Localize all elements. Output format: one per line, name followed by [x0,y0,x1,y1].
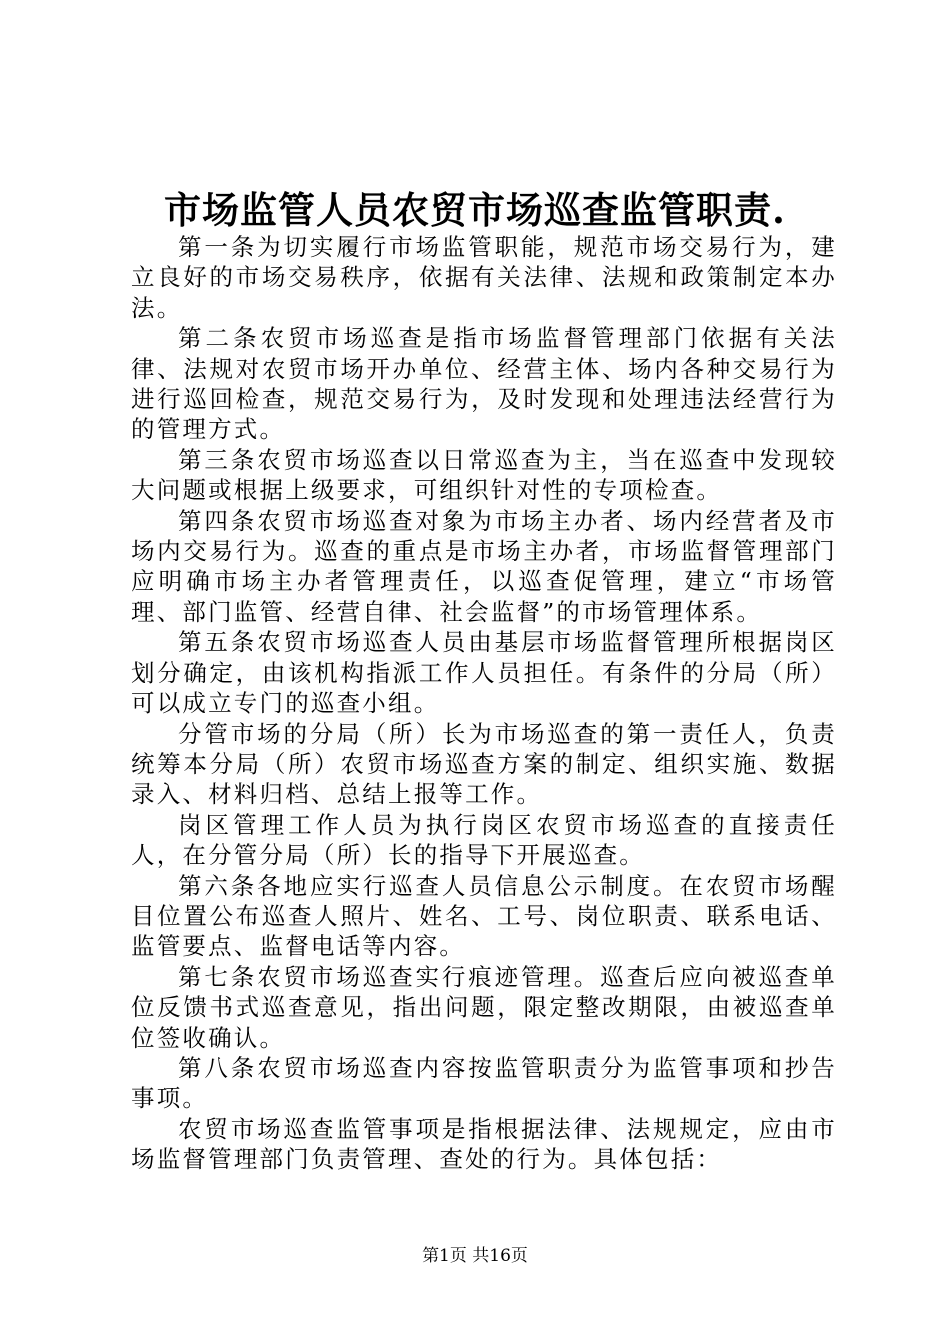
paragraph: 第一条为切实履行市场监管职能，规范市场交易行为，建立良好的市场交易秩序，依据有关法律、法规和政策制定本办法。 [131,233,837,322]
document-body [131,232,837,1175]
paragraph: 第三条农贸市场巡查以日常巡查为主，当在巡查中发现较大问题或根据上级要求，可组织针对性的专项检查。 [131,445,837,505]
paragraph: 第二条农贸市场巡查是指市场监督管理部门依据有关法律、法规对农贸市场开办单位、经营主体、场内各种交易行为进行巡回检查，规范交易行为，及时发现和处理违法经营行为的管理方式。 [131,324,837,444]
paragraph: 分管市场的分局（所）长为市场巡查的第一责任人，负责统筹本分局（所）农贸市场巡查方案的制定、组织实施、数据录入、材料归档、总结上报等工作。 [131,719,837,809]
paragraph: 岗区管理工作人员为执行岗区农贸市场巡查的直接责任人，在分管分局（所）长的指导下开展巡查。 [131,810,837,870]
paragraph: 第四条农贸市场巡查对象为市场主办者、场内经营者及市场内交易行为。巡查的重点是市场主办者，市场监督管理部门应明确市场主办者管理责任，以巡查促管理，建立“市场管理、部门监管、经营自律、社会监督”的市场管理体系。 [131,506,837,626]
page-footer: 第1页 共16页 [422,1246,528,1266]
paragraph: 第五条农贸市场巡查人员由基层市场监督管理所根据岗区划分确定，由该机构指派工作人员担任。有条件的分局（所）可以成立专门的巡查小组。 [131,628,837,718]
paragraph: 农贸市场巡查监管事项是指根据法律、法规规定，应由市场监督管理部门负责管理、查处的行为。具体包括： [131,1114,837,1174]
document-title: 市场监管人员农贸市场巡查监管职责. [164,188,786,232]
paragraph: 第八条农贸市场巡查内容按监管职责分为监管事项和抄告事项。 [131,1053,837,1113]
paragraph: 第六条各地应实行巡查人员信息公示制度。在农贸市场醒目位置公布巡查人照片、姓名、工号、岗位职责、联系电话、监管要点、监督电话等内容。 [131,871,837,961]
paragraph: 第七条农贸市场巡查实行痕迹管理。巡查后应向被巡查单位反馈书式巡查意见，指出问题，限定整改期限，由被巡查单位签收确认。 [131,962,837,1052]
